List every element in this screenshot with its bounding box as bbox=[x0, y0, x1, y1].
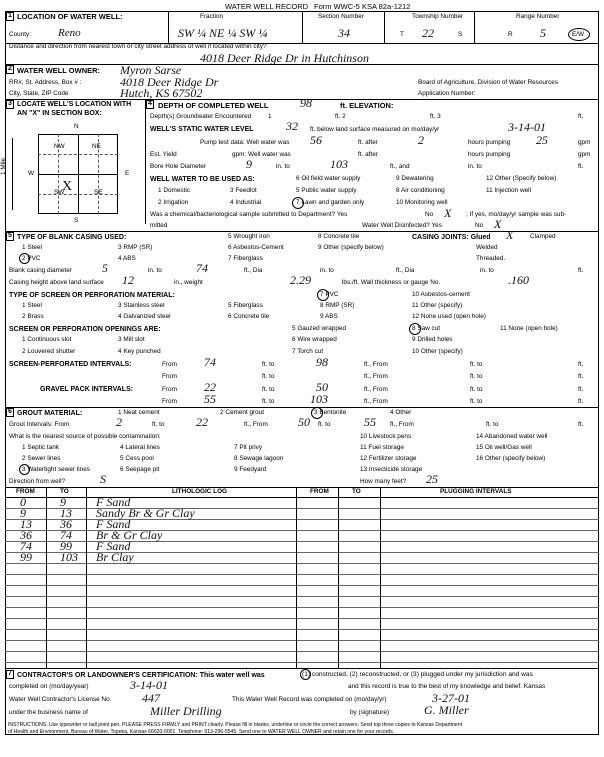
map-s: S bbox=[74, 217, 79, 224]
fraction-label: Fraction bbox=[200, 13, 224, 20]
form-title: WATER WELL RECORD bbox=[225, 2, 309, 11]
contamination-label: What is the nearest source of possible contamination: bbox=[9, 433, 161, 440]
log-row-from[interactable]: 0 bbox=[20, 495, 26, 509]
log-rule bbox=[5, 541, 599, 542]
disinfected-label: Water Well Disinfected? Yes bbox=[362, 222, 442, 229]
map-w: W bbox=[28, 170, 35, 177]
casing-weight-value[interactable]: 2.29 bbox=[290, 273, 311, 287]
grout-to2-value[interactable]: 55 bbox=[364, 415, 376, 429]
completed-value[interactable]: 3-14-01 bbox=[130, 678, 168, 692]
log-rule bbox=[5, 596, 599, 597]
log-rule bbox=[5, 629, 599, 630]
glued-mark[interactable]: X bbox=[506, 228, 514, 242]
pump-hours-value[interactable]: 2 bbox=[418, 133, 424, 147]
constructed-circle bbox=[300, 669, 311, 680]
log-rule bbox=[5, 618, 599, 619]
watertight-sewer-circle bbox=[19, 464, 30, 475]
log-row-from[interactable]: 13 bbox=[20, 517, 32, 531]
instructions-line-1: INSTRUCTIONS: Use typewriter or ball point pen. PLEASE PRESS FIRMLY and PRINT clearly. Please fill in blanks, underline or circle the correct answers. Send top three copies to Kansas Department bbox=[8, 722, 463, 728]
range-label: Range Number bbox=[516, 13, 560, 20]
plug-from-header: FROM bbox=[310, 488, 329, 495]
use-label: WELL WATER TO BE USED AS: bbox=[150, 176, 255, 183]
log-rule bbox=[5, 508, 599, 509]
static-label: WELL'S STATIC WATER LEVEL bbox=[150, 126, 254, 133]
log-rule bbox=[5, 585, 599, 586]
range-value[interactable]: 5 bbox=[540, 26, 546, 40]
section-number-value[interactable]: 34 bbox=[338, 26, 350, 40]
license-label: Water Well Contractor's License No. bbox=[9, 696, 112, 703]
gravel-from-value[interactable]: 22 bbox=[204, 380, 216, 394]
bore-label: Bore Hole Diameter bbox=[150, 163, 207, 170]
bentonite-circle bbox=[311, 407, 323, 419]
owner-label: WATER WELL OWNER: bbox=[17, 66, 101, 75]
log-row-desc[interactable]: F Sand bbox=[96, 517, 131, 531]
direction-value[interactable]: S bbox=[100, 472, 106, 486]
yield-label: Est. Yield bbox=[150, 151, 177, 158]
chem-no-mark[interactable]: X bbox=[444, 206, 452, 220]
gravel-to-value[interactable]: 50 bbox=[316, 380, 328, 394]
grout-from2-value[interactable]: 50 bbox=[298, 415, 310, 429]
grout-to-value[interactable]: 22 bbox=[196, 415, 208, 429]
log-row-to[interactable]: 99 bbox=[60, 539, 72, 553]
completed-label: completed on (mo/day/year) bbox=[9, 683, 89, 690]
log-rule bbox=[5, 530, 599, 531]
log-rule bbox=[5, 552, 599, 553]
pump-water-value[interactable]: 56 bbox=[310, 133, 322, 147]
pump-gpm-value[interactable]: 25 bbox=[536, 133, 548, 147]
log-row-to[interactable]: 13 bbox=[60, 506, 72, 520]
casing-to-value[interactable]: 74 bbox=[196, 261, 208, 275]
township-value[interactable]: 22 bbox=[422, 26, 434, 40]
log-from-header: FROM bbox=[16, 488, 35, 495]
map-e: E bbox=[125, 170, 130, 177]
map-dash-h2 bbox=[38, 194, 118, 195]
gravel2-to-value[interactable]: 103 bbox=[310, 392, 328, 406]
direction-label: Direction from well? bbox=[9, 478, 66, 485]
log-row-from[interactable]: 74 bbox=[20, 539, 32, 553]
grout-from-value[interactable]: 2 bbox=[116, 415, 122, 429]
perf-intervals-label: SCREEN-PERFORATED INTERVALS: bbox=[9, 361, 132, 368]
pvc-screen-circle bbox=[317, 289, 329, 301]
log-row-desc[interactable]: Sandy Br & Gr Clay bbox=[96, 506, 195, 520]
perf-from-value[interactable]: 74 bbox=[204, 355, 216, 369]
log-row-desc[interactable]: F Sand bbox=[96, 539, 131, 553]
county-value[interactable]: Reno bbox=[58, 27, 81, 39]
groundwater-label: Depth(s) Groundwater Encountered bbox=[150, 113, 252, 120]
bore-value[interactable]: 9 bbox=[246, 157, 252, 171]
plug-to-header: TO bbox=[352, 488, 361, 495]
form-ksa: KSA 82a-1212 bbox=[362, 2, 411, 11]
map-nw: NW bbox=[54, 143, 65, 150]
plug-intervals-header: PLUGGING INTERVALS bbox=[440, 488, 512, 495]
log-to-header: TO bbox=[60, 488, 69, 495]
log-row-to[interactable]: 74 bbox=[60, 528, 72, 542]
chem-label: Was a chemical/bacteriological sample submitted to Department? Yes bbox=[150, 211, 348, 218]
township-label: Township Number bbox=[412, 13, 464, 20]
map-n: N bbox=[74, 123, 79, 130]
map-se: SE bbox=[94, 189, 103, 196]
log-row-desc[interactable]: Br & Gr Clay bbox=[96, 528, 163, 542]
signature-value[interactable]: G. Miller bbox=[424, 703, 469, 717]
location-label: LOCATION OF WATER WELL: bbox=[17, 12, 123, 21]
bore-to-value[interactable]: 103 bbox=[330, 157, 348, 171]
log-rule bbox=[5, 607, 599, 608]
section-number-label: Section Number bbox=[318, 13, 364, 20]
casing-diameter-value[interactable]: 5 bbox=[102, 261, 108, 275]
casing-label: TYPE OF BLANK CASING USED: bbox=[17, 234, 127, 241]
distance-value[interactable]: 4018 Deer Ridge Dr in Hutchinson bbox=[200, 51, 369, 65]
form-number: Form WWC-5 bbox=[314, 2, 360, 11]
address-label: RR#, St. Address, Box # : bbox=[9, 79, 82, 86]
map-sw: SW bbox=[54, 189, 65, 196]
saw-cut-circle bbox=[409, 323, 421, 335]
certification-label: CONTRACTOR'S OR LANDOWNER'S CERTIFICATION: This water well was bbox=[17, 672, 265, 679]
map-dash-v1 bbox=[58, 134, 59, 214]
ew-circle bbox=[568, 28, 590, 41]
log-rule bbox=[5, 662, 599, 663]
depth-label: DEPTH OF COMPLETED WELL bbox=[158, 101, 269, 110]
address-value[interactable]: 4018 Deer Ridge Dr bbox=[120, 75, 219, 89]
city-value[interactable]: Hutch, KS 67502 bbox=[120, 86, 203, 100]
casing-diameter-label: Blank casing diameter bbox=[9, 267, 72, 274]
grout-label: GROUT MATERIAL: bbox=[17, 410, 83, 417]
log-rule bbox=[5, 563, 599, 564]
map-dash-h1 bbox=[38, 154, 118, 155]
pump-label: Pump test data: Well water was bbox=[200, 139, 290, 146]
map-dash-v2 bbox=[98, 134, 99, 214]
business-value[interactable]: Miller Drilling bbox=[150, 704, 222, 718]
log-row-desc[interactable]: Br Clay bbox=[96, 550, 134, 564]
locate-label: LOCATE WELL'S LOCATION WITH bbox=[17, 101, 132, 108]
instructions-line-2: of Health and Environment, Bureau of Water, Topeka, Kansas 66620-0001. Telephone: 913-296-5545. Send one to WATER WELL OWNER and retain one for your records. bbox=[8, 729, 395, 735]
lawn-garden-circle bbox=[292, 197, 304, 209]
map-ne: NE bbox=[92, 143, 101, 150]
record-date-value[interactable]: 3-27-01 bbox=[432, 691, 470, 705]
log-row-to[interactable]: 9 bbox=[60, 495, 66, 509]
distance-label: Distance and direction from nearest town or city street address of well if located within city? bbox=[9, 43, 267, 50]
log-row-from[interactable]: 99 bbox=[20, 550, 32, 564]
log-row-from[interactable]: 36 bbox=[20, 528, 32, 542]
business-label: under the business name of bbox=[9, 709, 88, 716]
perf-to-value[interactable]: 98 bbox=[316, 355, 328, 369]
screen-material-label: TYPE OF SCREEN OR PERFORATION MATERIAL: bbox=[9, 292, 175, 299]
depth-value[interactable]: 98 bbox=[300, 96, 312, 110]
map-mile: 1 Mile bbox=[0, 157, 7, 175]
log-rule bbox=[5, 574, 599, 575]
application-label: Application Number: bbox=[418, 90, 476, 97]
county-label: County: bbox=[9, 31, 32, 38]
feet-value[interactable]: 25 bbox=[426, 472, 438, 486]
city-label: City, State, ZIP Code bbox=[9, 90, 69, 97]
log-row-to[interactable]: 36 bbox=[60, 517, 72, 531]
openings-label: SCREEN OR PERFORATION OPENINGS ARE: bbox=[9, 326, 161, 333]
signature-label: by (signature) bbox=[350, 709, 390, 716]
gravel2-from-value[interactable]: 55 bbox=[204, 392, 216, 406]
joints-label: CASING JOINTS: Glued bbox=[412, 234, 491, 241]
board-label: Board of Agriculture, Division of Water Resources bbox=[418, 79, 559, 86]
casing-height-label: Casing height above land surface bbox=[9, 279, 104, 286]
owner-value[interactable]: Myron Sarse bbox=[120, 63, 182, 77]
casing-height-value[interactable]: 12 bbox=[122, 273, 134, 287]
license-value[interactable]: 447 bbox=[142, 691, 160, 705]
fraction-value[interactable]: SW ¼ NE ¼ SW ¼ bbox=[178, 26, 268, 40]
ew-option[interactable]: E/W bbox=[572, 31, 585, 38]
pvc-casing-circle bbox=[19, 253, 30, 264]
log-row-from[interactable]: 9 bbox=[20, 506, 26, 520]
log-row-to[interactable]: 103 bbox=[60, 550, 78, 564]
map-x-mark: X bbox=[62, 179, 73, 194]
log-row-desc[interactable]: F Sand bbox=[96, 495, 131, 509]
disinfected-no-mark[interactable]: X bbox=[494, 217, 502, 231]
grout-intervals-label: Grout Intervals: From bbox=[9, 421, 70, 428]
log-rule bbox=[5, 651, 599, 652]
gauge-value[interactable]: .160 bbox=[508, 273, 529, 287]
log-litho-header: LITHOLOGIC LOG bbox=[172, 488, 228, 495]
locate-label-2: AN "X" IN SECTION BOX: bbox=[17, 110, 102, 117]
static-value[interactable]: 32 bbox=[286, 119, 298, 133]
feet-label: How many feet? bbox=[360, 478, 407, 485]
gravel-label: GRAVEL PACK INTERVALS: bbox=[40, 386, 134, 393]
log-rule bbox=[5, 640, 599, 641]
static-date[interactable]: 3-14-01 bbox=[508, 120, 546, 134]
log-rule bbox=[5, 519, 599, 520]
